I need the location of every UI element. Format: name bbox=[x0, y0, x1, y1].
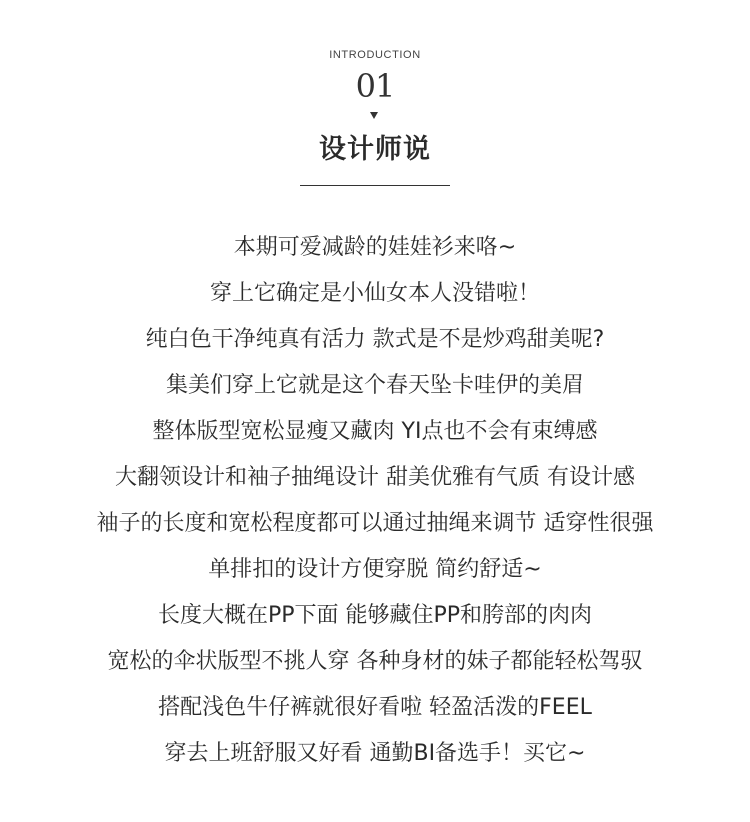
divider bbox=[300, 185, 450, 186]
note-line: 纯白色干净纯真有活力 款式是不是炒鸡甜美呢? bbox=[145, 327, 605, 352]
note-line: 宽松的伞状版型不挑人穿 各种身材的妹子都能轻松驾驭 bbox=[107, 649, 643, 674]
note-line: 整体版型宽松显瘦又藏肉 YI点也不会有束缚感 bbox=[152, 419, 598, 444]
note-line: 搭配浅色牛仔裤就很好看啦 轻盈活泼的FEEL bbox=[158, 695, 592, 720]
note-line: 长度大概在PP下面 能够藏住PP和胯部的肉肉 bbox=[157, 603, 593, 628]
note-line: 大翻领设计和袖子抽绳设计 甜美优雅有气质 有设计感 bbox=[115, 465, 635, 490]
note-line: 本期可爱减龄的娃娃衫来咯~ bbox=[233, 235, 517, 260]
note-line: 穿去上班舒服又好看 通勤BI备选手！买它~ bbox=[164, 741, 586, 766]
note-line: 单排扣的设计方便穿脱 简约舒适~ bbox=[208, 557, 542, 582]
note-line: 穿上它确定是小仙女本人没错啦！ bbox=[209, 281, 540, 306]
down-arrow-icon bbox=[370, 112, 378, 119]
note-line: 袖子的长度和宽松程度都可以通过抽绳来调节 适穿性很强 bbox=[96, 511, 654, 536]
section-title: 设计师说 bbox=[319, 134, 431, 165]
note-line: 集美们穿上它就是这个春天坠卡哇伊的美眉 bbox=[165, 373, 584, 398]
section-number: 01 bbox=[355, 67, 395, 105]
intro-label: INTRODUCTION bbox=[329, 49, 421, 61]
